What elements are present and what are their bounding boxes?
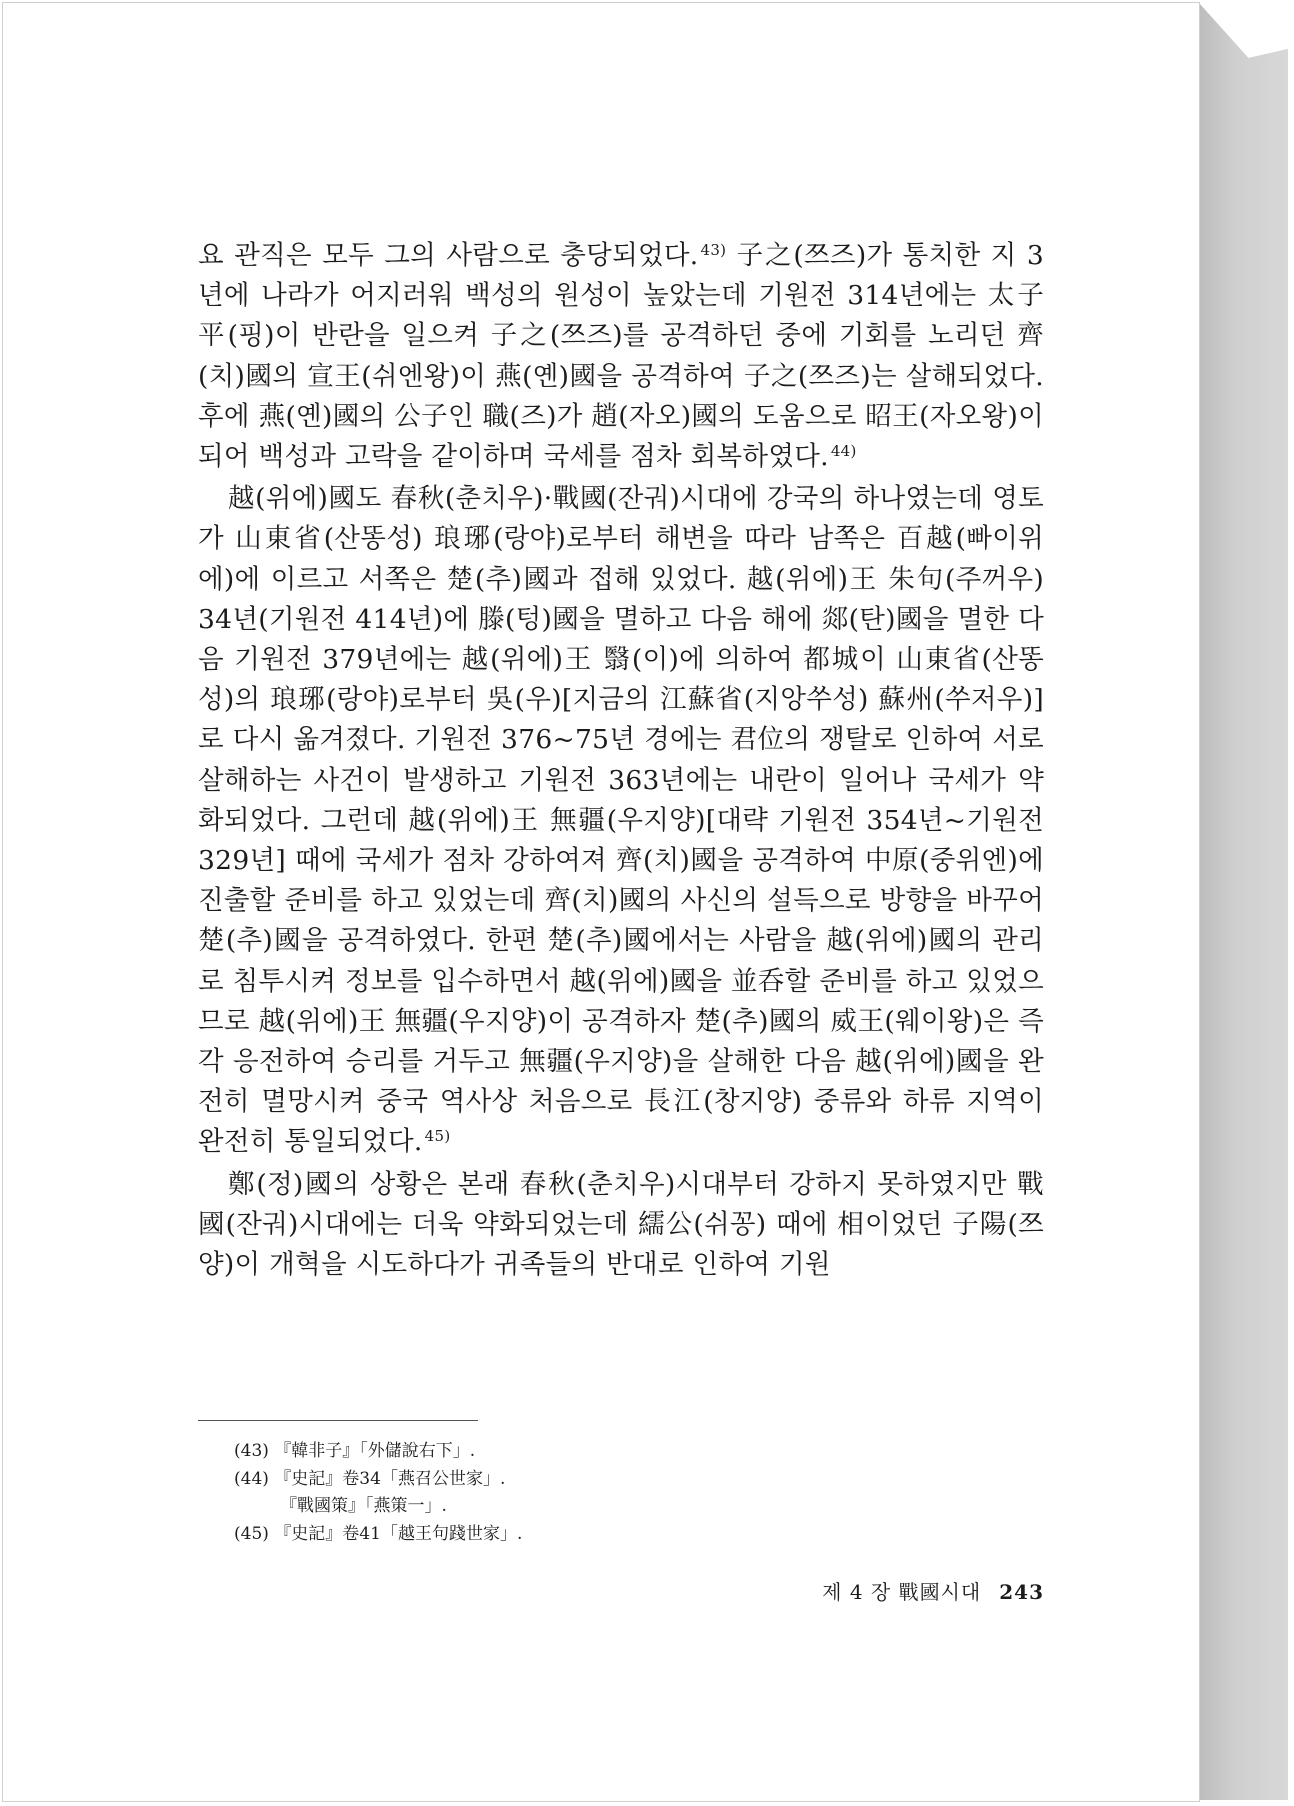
running-footer (760, 1576, 1044, 1605)
footnote-ref-45: 45) (424, 1127, 451, 1146)
footnote-label: (44) (234, 1468, 269, 1489)
body-text (198, 236, 1044, 1285)
footnote-44 (198, 1466, 1044, 1494)
footnote-label: (43) (234, 1441, 269, 1461)
footnotes (198, 1428, 1044, 1548)
footnote-text: 『戰國策』「燕策一」. (280, 1496, 447, 1516)
paragraph-3-text: 鄭(정)國의 상황은 본래 春秋(춘치우)시대부터 강하지 못하였지만 戰國(잔궈)시대에는 더욱 약화되었는데 繻公(쉬꽁) 때에 相이었던 子陽(쯔양)이 개혁을 시도하다가 귀족들의 반대로 인하여 기원 (198, 1168, 1044, 1281)
paragraph-1-text-cont: 子之(쯔즈)가 통치한 지 3년에 나라가 어지러워 백성의 원성이 높았는데 기원전 314년에는 太子 平(핑)이 반란을 일으켜 子之(쯔즈)를 공격하던 중에 기회를 노리던 齊(치)國의 宣王(쉬엔왕)이 燕(옌)國을 공격하여 子之(쯔즈)는 살해되었다. 후에 燕(옌)國의 公子인 職(즈)가 趙(자오)國의 도움으로 昭王(자오왕)이 되어 백성과 고락을 같이하며 국세를 점차 회복하였다. (198, 240, 1045, 473)
paragraph-1 (198, 236, 1044, 477)
paragraph-2 (198, 479, 1044, 1162)
paragraph-2-text: 越(위에)國도 春秋(춘치우)·戰國(잔궈)시대에 강국의 하나였는데 영토가 山東省(산똥성) 琅琊(랑야)로부터 해변을 따라 남쪽은 百越(빠이위에)에 이르고 서쪽은 楚(추)國과 접해 있었다. 越(위에)王 朱句(주꺼우) 34년(기원전 414년)에 滕(텅)國을 멸하고 다음 해에 郯(탄)國을 멸한 다음 기원전 379년에는 越(위에)王 翳(이)에 의하여 都城이 山東省(산똥성)의 琅琊(랑야)로부터 吳(우)[지금의 江蘇省(지앙쑤성) 蘇州(쑤저우)]로 다시 옮겨졌다. 기원전 376~75년 경에는 君位의 쟁탈로 인하여 서로 살해하는 사건이 발생하고 기원전 363년에는 내란이 일어나 국세가 약화되었다. 그런데 越(위에)王 無疆(우지양)[대략 기원전 354년~기원전 329년] 때에 국세가 점차 강하여져 齊(치)國을 공격하여 中原(중위엔)에 진출할 준비를 하고 있었는데 齊(치)國의 사신의 설득으로 방향을 바꾸어 楚(추)國을 공격하였다. 한편 楚(추)國에서는 사람을 越(위에)國의 관리로 침투시켜 정보를 입수하면서 越(위에)國을 並呑할 준비를 하고 있었으므로 越(위에)王 無疆(우지양)이 공격하자 楚(추)國의 威王(웨이왕)은 즉각 응전하여 승리를 거두고 無疆(우지양)을 살해한 다음 越(위에)國을 완전히 멸망시켜 중국 역사상 처음으로 長江(창지양) 중류와 하류 지역이 완전히 통일되었다. (198, 483, 1044, 1158)
footnote-text: 『史記』卷41「越王句踐世家」. (274, 1523, 523, 1544)
footnote-rule (198, 1420, 478, 1421)
footnote-ref-43: 43) (700, 241, 727, 259)
footnote-45 (198, 1521, 1044, 1549)
footnote-44-cont (198, 1493, 1044, 1521)
footnote-text: 『韓非子』「外儲說右下」. (274, 1441, 476, 1461)
footnote-ref-44: 44) (830, 442, 857, 461)
page-edge-shadow (1200, 4, 1288, 1800)
paragraph-3 (198, 1165, 1044, 1286)
chapter-title: 제 4 장 戰國시대 (822, 1580, 982, 1604)
footnote-text: 『史記』卷34「燕召公世家」. (274, 1468, 506, 1489)
page-number: 243 (999, 1580, 1044, 1604)
footnote-label: (45) (234, 1523, 269, 1544)
footnote-43 (198, 1438, 1044, 1466)
paragraph-1-text: 요 관직은 모두 그의 사람으로 충당되었다. (198, 240, 699, 271)
